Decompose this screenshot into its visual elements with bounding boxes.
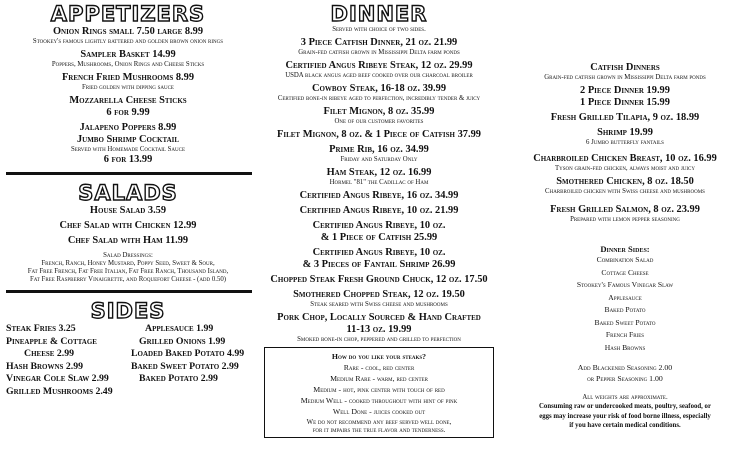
dinner-sides-title: Dinner Sides: [600,244,650,254]
menu-item: Filet Mignon, 8 oz. 35.99 [323,106,435,117]
dinner-side-item: Baked Sweet Potato [594,317,656,327]
seasoning-option: or Pepper Seasoning 1.00 [587,374,663,383]
side-item: Steak Fries 3.25 [6,323,76,334]
dressings-title: Salad Dressings: [103,252,153,259]
middle-column [258,0,500,438]
menu-item-description: USDA black angus aged beef cooked over our charcoal broiler [285,72,473,79]
menu-item-line2: & 3 Pieces of Fantail Shrimp 26.99 [302,259,456,270]
menu-item: Chef Salad with Chicken 12.99 [59,220,197,231]
catfish-description: Grain-fed catfish grown in Mississippi Delta farm ponds [544,74,706,81]
doneness-box [264,347,494,438]
menu-item: Fresh Grilled Tilapia, 9 oz. 18.99 [550,112,700,123]
menu-item-line2: & 1 Piece of Catfish 25.99 [320,232,438,243]
menu-item-description: One of our customer favorites [334,118,424,125]
side-item: Cheese 2.99 [24,348,75,359]
menu-item: French Fried Mushrooms 8.99 [61,72,195,83]
menu-item-description: Grain-fed catfish grown in Mississippi Delta farm ponds [298,49,460,56]
menu-item: Certified Angus Ribeye, 10 oz. [312,247,446,258]
dinner-side-item: Applesauce [608,292,642,302]
menu-item: Filet Mignon, 8 oz. & 1 Piece of Catfish 37.99 [277,129,481,140]
health-warning: Consuming raw or undercooked meats, poultry, seafood, or [539,403,711,410]
dressing-line: Fat Free Raspberry Vinaigrette, and Roquefort Cheese - (add 0.50) [29,276,227,283]
menu-item-description: Poppers, Mushrooms, Onion Rings and Cheese Sticks [51,61,205,68]
menu-item-description: Tyson grain-fed chicken, always moist and juicy [555,165,695,172]
doneness-title: How do you like your steaks? [331,352,427,361]
weights-note: All weights are approximate. [582,394,668,401]
menu-item: 3 Piece Catfish Dinner, 21 oz. 21.99 [300,37,458,48]
side-item: Baked Sweet Potato 2.99 [131,360,239,372]
menu-item: Onion Rings small 7.50 large 8.99 [52,26,204,37]
menu-item: Fresh Grilled Salmon, 8 oz. 23.99 [550,204,700,215]
menu-item: House Salad 3.59 [89,205,167,216]
menu-item-description: Charbroiled chicken with Swiss cheese and mushrooms [545,188,705,195]
menu-item: Shrimp 19.99 [597,127,653,138]
dinner-side-item: Combination Salad [596,255,654,264]
side-item: Loaded Baked Potato 4.99 [131,348,245,359]
dinner-side-item: Baked Potato [604,305,646,314]
side-item: Baked Potato 2.99 [139,373,218,384]
right-column [510,0,740,431]
menu-item: Jumbo Shrimp Cocktail [76,134,180,145]
doneness-line: Rare - cool, red center [343,363,415,372]
menu-item-description: 6 Jumbo butterfly fantails [586,139,664,146]
menu-item-price: 6 for 9.99 [106,107,150,118]
seasoning-option: Add Blackened Seasoning 2.00 [577,363,673,372]
menu-item: Certified Angus Ribeye, 10 oz. 21.99 [299,205,459,216]
dinner-side-item: Stookey's Famous Vinegar Slaw [576,280,674,289]
menu-item-description: Friday and Saturday Only [340,156,418,163]
menu-item-description: Prepared with lemon pepper seasoning [570,216,680,223]
doneness-note: We do not recommend any beef served well done, [306,419,452,426]
side-item: Pineapple & Cottage [6,335,97,347]
menu-item: Certified Angus Ribeye, 16 oz. 34.99 [299,190,459,201]
menu-item-description: Steak seared with Swiss cheese and mushrooms [310,301,448,308]
menu-item-description: Hormel "81" the Cadillac of Ham [329,179,429,186]
menu-item: 2 Piece Dinner 19.99 [580,85,670,96]
dinner-side-item: French Fries [605,330,645,339]
menu-item: Smothered Chicken, 8 oz. 18.50 [556,176,694,187]
salads-heading: SALADS [78,181,178,205]
salads-list [0,205,256,284]
menu-item: Prime Rib, 16 oz. 34.99 [329,144,429,155]
catfish-title: Catfish Dinners [590,62,660,73]
dinner-side-item: Cottage Cheese [601,267,649,277]
dinner-list [258,37,500,344]
menu-item: Mozzarella Cheese Sticks [69,95,187,106]
side-item: Applesauce 1.99 [145,323,214,334]
menu-item: 1 Piece Dinner 15.99 [580,97,670,108]
doneness-line: Medium Well - cooked throughout with hint of pink [300,396,458,405]
menu-item-description: Served with Homemade Cocktail Sauce [70,146,186,153]
doneness-line: Medium Rare - warm, red center [330,374,428,383]
menu-item: Cowboy Steak, 16-18 oz. 39.99 [311,83,447,94]
dinner-side-item: Hash Browns [604,342,646,352]
menu-item: Chef Salad with Ham 11.99 [67,235,189,246]
menu-item: Chopped Steak Fresh Ground Chuck, 12 oz. 17.50 [270,274,488,285]
side-item: Grilled Mushrooms 2.49 [6,385,113,397]
appetizers-heading: APPETIZERS [50,2,206,26]
menu-item-description: Smoked bone-in chop, peppered and grilled to perfection [297,336,461,343]
side-item: Hash Browns 2.99 [6,360,84,372]
menu-item: Jalapeno Poppers 8.99 [79,122,177,133]
doneness-line: Medium - hot, pink center with touch of red [313,385,445,394]
dressing-line: French, Ranch, Honey Mustard, Poppy Seed, Sweet & Sour, [41,260,215,267]
sides-heading: SIDES [90,299,166,323]
side-item: Vinegar Cole Slaw 2.99 [6,373,109,384]
menu-item: Ham Steak, 12 oz. 16.99 [326,167,432,178]
left-column [0,0,256,398]
menu-item: Pork Chop, Locally Sourced & Hand Crafted [277,312,481,323]
health-warning: eggs may increase your risk of food borne illness, especially [539,412,711,420]
section-divider [6,290,252,293]
appetizers-list [0,26,256,166]
dinner-subtitle: Served with choice of two sides. [332,26,426,33]
menu-item-line2: 11-13 oz. 19.99 [346,324,412,335]
menu-item-description: Stookey's famous lightly battered and golden brown onion rings [32,38,224,45]
section-divider [6,172,252,175]
dressing-line: Fat Free French, Fat Free Italian, Fat Free Ranch, Thousand Island, [27,268,229,275]
menu-item: Charbroiled Chicken Breast, 10 oz. 16.99 [533,153,717,164]
menu-item: Certified Angus Ribeye Steak, 12 oz. 29.99 [285,60,473,71]
menu-item-description: Fried golden with dipping sauce [82,84,174,91]
doneness-note: for it impairs the true flavor and tenderness. [312,427,446,434]
menu-item: Sampler Basket 14.99 [80,49,176,60]
menu-item: Smothered Chopped Steak, 12 oz. 19.50 [293,289,465,300]
dinner-heading: DINNER [330,2,428,26]
menu-item-description: Certified bone-in ribeye aged to perfection, incredibly tender & juicy [277,95,481,102]
sides-list [6,323,256,398]
menu-item-price: 6 for 13.99 [103,154,153,165]
side-item: Grilled Onions 1.99 [139,335,226,347]
menu-item: Certified Angus Ribeye, 10 oz. [312,220,446,231]
doneness-line: Well Done - juices cooked out [332,407,426,416]
health-warning: if you have certain medical conditions. [569,422,681,429]
